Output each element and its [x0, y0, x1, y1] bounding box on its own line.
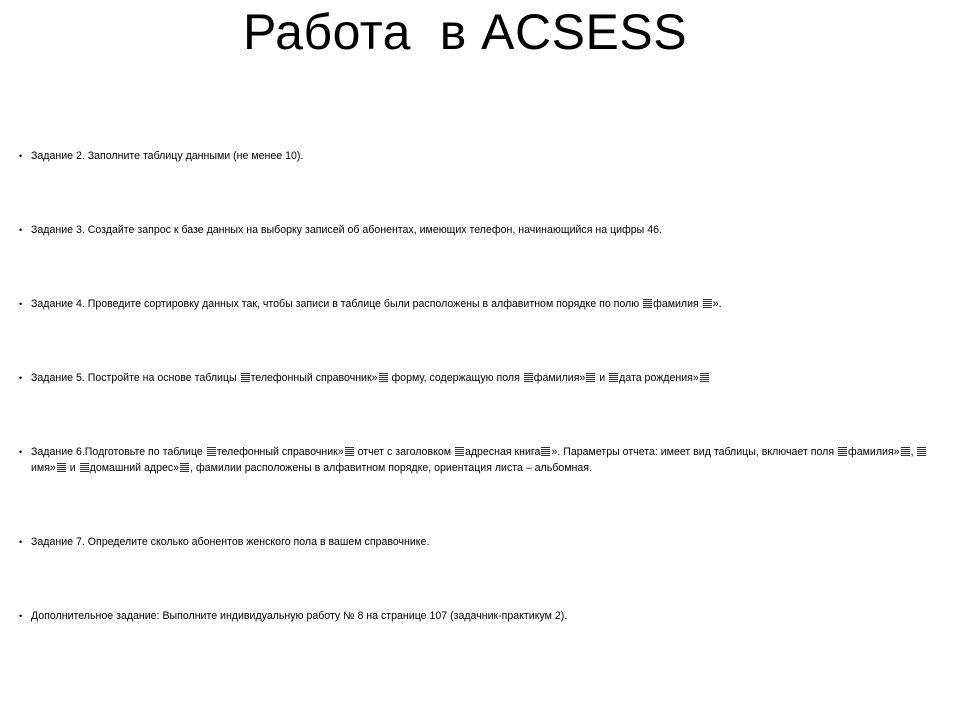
task-text: Задание 6.Подготовьте по таблице телефонный справочник» отчет с заголовком адресная книга ». Параметры отчета: имеет вид таблицы, включает поля фамилия» , имя» и домашний адрес» , фамилии расположены в алфавитном порядке, ориентация листа – альбомная.	[31, 444, 934, 476]
task-text: Задание 3. Создайте запрос к базе данных на выборку записей об абонентах, имеющих телефон, начинающийся на цифры 46.	[31, 224, 662, 236]
task-text: Задание 2. Заполните таблицу данными (не менее 10).	[31, 150, 304, 162]
missing-glyph-icon	[241, 373, 250, 382]
missing-glyph-icon	[586, 373, 595, 382]
missing-glyph-icon	[917, 447, 926, 456]
bullet-icon: •	[19, 299, 23, 309]
bullet-icon: •	[19, 447, 23, 457]
missing-glyph-icon	[838, 447, 847, 456]
task-text: Задание 4. Проведите сортировку данных так, чтобы записи в таблице были расположены в алфавитном порядке по полю фамилия ».	[31, 298, 722, 310]
bullet-icon: •	[19, 537, 23, 547]
task-item-3	[19, 222, 934, 238]
task-item-4	[19, 296, 934, 312]
missing-glyph-icon	[345, 447, 354, 456]
missing-glyph-icon	[57, 463, 66, 472]
slide-title: Работа в ACSESS	[242, 4, 688, 60]
task-text: Задание 5. Постройте на основе таблицы телефонный справочник» форму, содержащую поля фамилия» и дата рождения»	[31, 370, 934, 386]
missing-glyph-icon	[524, 373, 533, 382]
task-text: Задание 7. Определите сколько абонентов женского пола в вашем справочнике.	[31, 536, 430, 548]
missing-glyph-icon	[901, 447, 910, 456]
bullet-icon: •	[19, 225, 23, 235]
missing-glyph-icon	[455, 447, 464, 456]
task-item-7	[19, 534, 934, 550]
missing-glyph-icon	[703, 299, 712, 308]
task-text: Дополнительное задание: Выполните индивидуальную работу № 8 на странице 107 (задачник-практикум 2).	[31, 610, 568, 622]
missing-glyph-icon	[379, 373, 388, 382]
missing-glyph-icon	[643, 299, 652, 308]
bullet-icon: •	[19, 151, 23, 161]
task-item-6	[19, 444, 934, 476]
missing-glyph-icon	[80, 463, 89, 472]
missing-glyph-icon	[609, 373, 618, 382]
missing-glyph-icon	[207, 447, 216, 456]
bullet-icon: •	[19, 611, 23, 621]
task-item-2	[19, 148, 934, 164]
missing-glyph-icon	[541, 447, 550, 456]
task-item-5	[19, 370, 934, 386]
missing-glyph-icon	[700, 373, 709, 382]
missing-glyph-icon	[180, 463, 189, 472]
bullet-icon: •	[19, 373, 23, 383]
task-item-additional	[19, 608, 934, 624]
